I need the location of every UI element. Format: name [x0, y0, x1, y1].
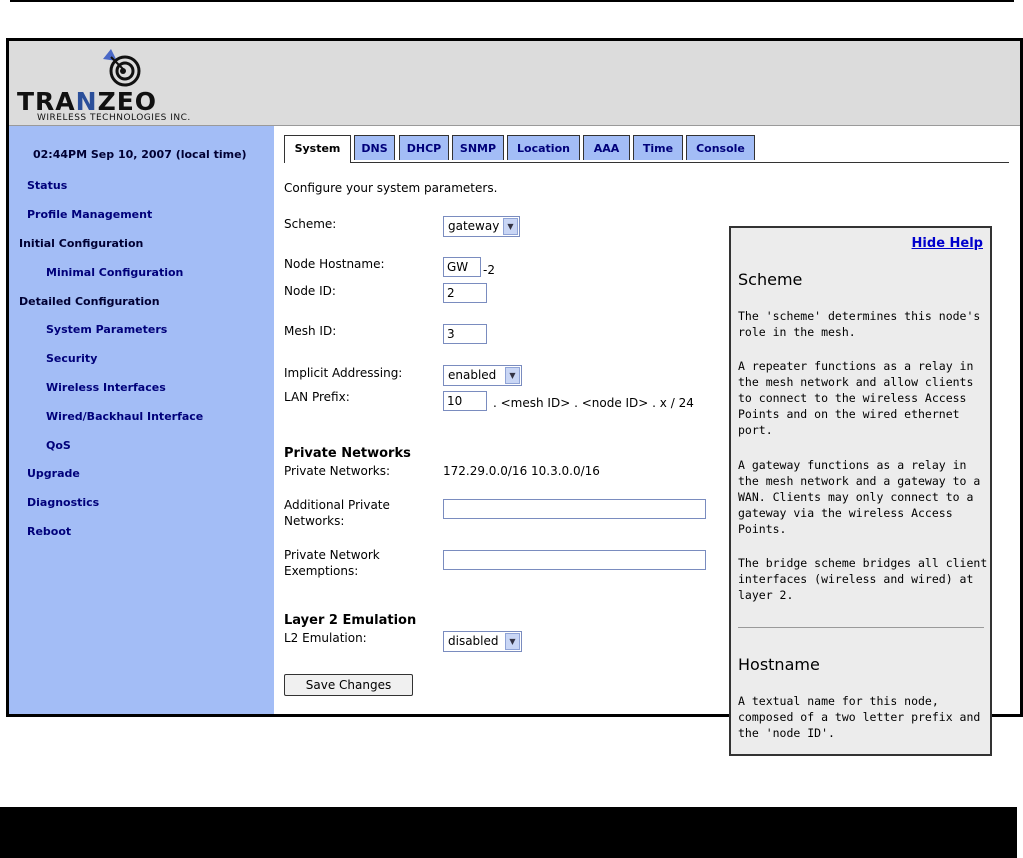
sidebar-item-qos[interactable]: QoS — [46, 439, 71, 452]
l2-emulation-select[interactable] — [443, 631, 522, 652]
implicit-addressing-label: Implicit Addressing: — [284, 366, 403, 380]
help-scheme-p3: A gateway functions as a relay in the mesh network and a gateway to a WAN. Clients may only connect to a gateway via the wireless Access Points. — [738, 458, 981, 536]
hostname-suffix: -2 — [483, 263, 495, 277]
scheme-label: Scheme: — [284, 217, 337, 231]
additional-private-networks-label-line2: Networks: — [284, 514, 345, 528]
save-changes-button[interactable]: Save Changes — [284, 674, 413, 696]
private-network-exemptions-label-line2: Exemptions: — [284, 564, 359, 578]
sidebar-item-upgrade[interactable]: Upgrade — [27, 467, 80, 480]
sidebar-section-initial-configuration: Initial Configuration — [19, 237, 144, 250]
tab-aaa[interactable]: AAA — [583, 135, 630, 160]
scheme-select-value: gateway — [448, 219, 500, 233]
sidebar-item-reboot[interactable]: Reboot — [27, 525, 72, 538]
chevron-down-icon: ▼ — [505, 633, 520, 650]
browser-page-frame — [6, 38, 1023, 740]
help-scheme-p1: The 'scheme' determines this node's role in the mesh. — [738, 309, 981, 339]
sidebar-item-system-parameters[interactable]: System Parameters — [46, 323, 168, 336]
sidebar-item-wired-backhaul-interface[interactable]: Wired/Backhaul Interface — [46, 410, 204, 423]
lan-prefix-input[interactable]: 10 — [443, 391, 487, 411]
header-banner — [9, 41, 1020, 126]
layer2-emulation-heading: Layer 2 Emulation — [284, 613, 417, 628]
l2-emulation-value: disabled — [448, 634, 499, 648]
private-network-exemptions-input[interactable] — [443, 550, 706, 570]
sidebar-item-security[interactable]: Security — [46, 352, 98, 365]
private-networks-heading: Private Networks — [284, 446, 411, 461]
help-hostname-title: Hostname — [738, 655, 820, 674]
sidebar-item-wireless-interfaces[interactable]: Wireless Interfaces — [46, 381, 166, 394]
help-scheme-p4: The bridge scheme bridges all client interfaces (wireless and wired) at layer 2. — [738, 556, 988, 602]
chevron-down-icon: ▼ — [505, 367, 520, 384]
sidebar — [9, 126, 274, 714]
footer-bar — [0, 807, 1017, 858]
tab-console[interactable]: Console — [686, 135, 755, 160]
tab-bar — [284, 135, 1009, 163]
help-panel — [729, 226, 992, 756]
hide-help-link[interactable]: Hide Help — [911, 236, 983, 251]
brand-tagline: WIRELESS TECHNOLOGIES INC. — [37, 113, 191, 123]
sidebar-item-diagnostics[interactable]: Diagnostics — [27, 496, 100, 509]
mesh-id-label: Mesh ID: — [284, 324, 337, 338]
brand-wordmark: TRANZEO — [17, 87, 158, 116]
help-scheme-title: Scheme — [738, 270, 803, 289]
sidebar-item-status[interactable]: Status — [27, 179, 68, 192]
additional-private-networks-input[interactable] — [443, 499, 706, 519]
node-id-input[interactable]: 2 — [443, 283, 487, 303]
local-time-clock: 02:44PM Sep 10, 2007 (local time) — [33, 148, 247, 161]
chevron-down-icon: ▼ — [503, 218, 518, 235]
form-intro: Configure your system parameters. — [284, 181, 498, 195]
tab-snmp[interactable]: SNMP — [452, 135, 504, 160]
private-networks-value: 172.29.0.0/16 10.3.0.0/16 — [443, 464, 600, 478]
additional-private-networks-label-line1: Additional Private — [284, 498, 390, 512]
tab-dhcp[interactable]: DHCP — [399, 135, 449, 160]
sidebar-item-profile-management[interactable]: Profile Management — [27, 208, 153, 221]
help-scheme-p2: A repeater functions as a relay in the mesh network and allow clients to connect to the wireless Access Points and on the wired ethernet port. — [738, 359, 974, 437]
hostname-prefix-input[interactable]: GW — [443, 257, 481, 277]
private-network-exemptions-label-line1: Private Network — [284, 548, 380, 562]
hostname-label: Node Hostname: — [284, 257, 385, 271]
scheme-select[interactable] — [443, 216, 520, 237]
tab-time[interactable]: Time — [633, 135, 683, 160]
sidebar-section-detailed-configuration: Detailed Configuration — [19, 295, 160, 308]
mesh-id-input[interactable]: 3 — [443, 324, 487, 344]
implicit-addressing-value: enabled — [448, 368, 497, 382]
tranzeo-logo — [17, 47, 237, 121]
help-divider — [738, 627, 984, 628]
tab-dns[interactable]: DNS — [354, 135, 395, 160]
lan-prefix-suffix: . <mesh ID> . <node ID> . x / 24 — [493, 396, 694, 410]
main-content — [274, 126, 1020, 740]
top-rule — [10, 0, 1014, 2]
tab-system[interactable]: System — [284, 135, 351, 163]
implicit-addressing-select[interactable] — [443, 365, 522, 386]
sidebar-item-minimal-configuration[interactable]: Minimal Configuration — [46, 266, 184, 279]
antenna-logo-icon — [97, 47, 147, 89]
tab-location[interactable]: Location — [507, 135, 580, 160]
l2-emulation-label: L2 Emulation: — [284, 631, 367, 645]
lan-prefix-label: LAN Prefix: — [284, 390, 350, 404]
help-hostname-p1: A textual name for this node, composed of a two letter prefix and the 'node ID'. — [738, 694, 981, 740]
private-networks-label: Private Networks: — [284, 464, 391, 478]
node-id-label: Node ID: — [284, 284, 336, 298]
